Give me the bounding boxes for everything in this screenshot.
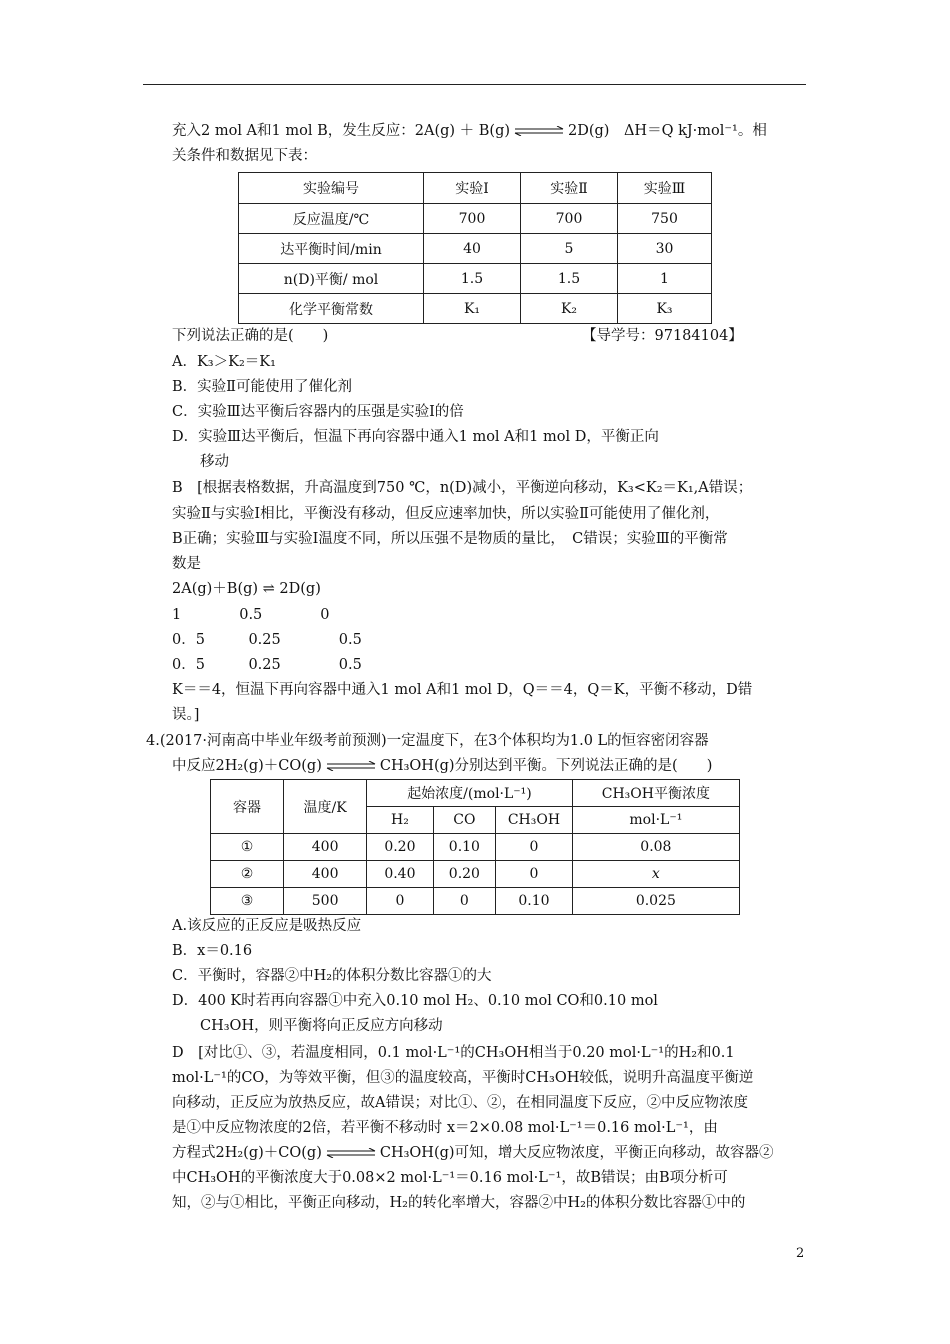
q3-answer-line: 数是 [172,556,201,572]
table-cell: 700 [424,204,521,234]
table-cell: 0 [433,888,496,915]
table-cell: 化学平衡常数 [239,294,424,324]
q3-header-cell: 实验Ⅰ [424,173,521,204]
table-cell: 750 [618,204,712,234]
q4-answer-line: 知，②与①相比，平衡正向移动，H₂的转化率增大，容器②中H₂的体积分数比容器①中的 [172,1195,746,1211]
q4-header-equil: CH₃OH平衡浓度 [572,780,739,807]
q3-option-b: B．实验Ⅱ可能使用了催化剂 [172,379,353,395]
q3-answer-line: 2A(g)＋B(g) ⇌ 2D(g) [172,581,321,597]
q3-stem-suffix: 2D(g) ΔH＝Q kJ·mol⁻¹。相 [568,123,767,139]
q4-answer-line: 向移动，正反应为放热反应，故A错误；对比①、②，在相同温度下反应，②中反应物浓度 [172,1095,748,1111]
q3-header-cell: 实验编号 [239,173,424,204]
table-cell: 5 [521,234,618,264]
table-row [211,861,740,888]
q4-stem-line2 [172,756,712,776]
q3-answer-line: 实验Ⅱ与实验Ⅰ相比，平衡没有移动，但反应速率加快，所以实验Ⅱ可能使用了催化剂， [172,506,720,522]
table-cell: 1 [618,264,712,294]
table-cell: 0 [496,861,573,888]
q3-guide-number: 【导学号：97184104】 [582,328,743,344]
q4-answer-line: 中CH₃OH的平衡浓度大于0.08×2 mol·L⁻¹＝0.16 mol·L⁻¹，故B错误；由B项分析可 [172,1170,728,1186]
table-cell: 0 [367,888,433,915]
table-cell: 1.5 [521,264,618,294]
table-cell: 400 [284,861,367,888]
q3-answer-line: 0．5 0.25 0.5 [172,632,362,648]
table-cell: 40 [424,234,521,264]
q4-answer-line: D [对比①、③，若温度相同，0.1 mol·L⁻¹的CH₃OH相当于0.20 mol·L⁻¹的H₂和0.1 [172,1045,735,1061]
q4-option-d-cont: CH₃OH，则平衡将向正反应方向移动 [200,1018,443,1034]
table-row [211,888,740,915]
q3-answer-line: B [根据表格数据，升高温度到750 ℃，n(D)减小，平衡逆向移动，K₃<K₂＝K₁,A错误； [172,480,753,496]
q4-answer-line: mol·L⁻¹的CO，为等效平衡，但③的温度较高，平衡时CH₃OH较低，说明升高温度平衡逆 [172,1070,754,1086]
table-cell: 700 [521,204,618,234]
equilibrium-arrow-icon [513,126,565,136]
table-cell: 0.10 [496,888,573,915]
table-cell: 0.40 [367,861,433,888]
table-cell: 0.08 [572,834,739,861]
table-cell: 0.20 [433,861,496,888]
table-cell: K₃ [618,294,712,324]
table-cell: x [572,861,739,888]
q4-option-a: A.该反应的正反应是吸热反应 [172,918,362,934]
table-cell: 1.5 [424,264,521,294]
header-rule [143,84,806,85]
table-cell: 0 [496,834,573,861]
table-cell: 反应温度/℃ [239,204,424,234]
table-cell: ③ [211,888,284,915]
table-cell: n(D)平衡/ mol [239,264,424,294]
equilibrium-arrow-icon [325,761,377,771]
q3-header-cell: 实验Ⅲ [618,173,712,204]
table-row [239,264,712,294]
table-cell: 0.10 [433,834,496,861]
q4-data-table [210,779,740,915]
q3-option-d: D．实验Ⅲ达平衡后，恒温下再向容器中通入1 mol A和1 mol D，平衡正向 [172,429,659,445]
table-cell: ② [211,861,284,888]
table-cell: K₁ [424,294,521,324]
q3-question: 下列说法正确的是( ) [172,328,329,344]
q4-subheader: CO [433,807,496,834]
q4-stem-suffix: CH₃OH(g)分别达到平衡。下列说法正确的是( ) [379,758,713,774]
q3-answer-line: B正确；实验Ⅲ与实验Ⅰ温度不同，所以压强不是物质的量比， C错误；实验Ⅲ的平衡常 [172,531,728,547]
q4-subheader: H₂ [367,807,433,834]
q4-answer-equation-prefix: 方程式2H₂(g)＋CO(g) [172,1145,322,1161]
table-cell: 400 [284,834,367,861]
q3-stem-line2: 关条件和数据见下表： [172,148,317,164]
q4-header-container: 容器 [211,780,284,834]
table-cell: 30 [618,234,712,264]
q4-subheader: CH₃OH [496,807,573,834]
q3-answer-line: 0．5 0.25 0.5 [172,657,362,673]
table-cell: 0.20 [367,834,433,861]
q4-header-temp: 温度/K [284,780,367,834]
q3-header-cell: 实验Ⅱ [521,173,618,204]
q4-option-c: C．平衡时，容器②中H₂的体积分数比容器①的大 [172,968,492,984]
table-cell: ① [211,834,284,861]
q4-header-initial: 起始浓度/(mol·L⁻¹) [367,780,573,807]
table-cell: 0.025 [572,888,739,915]
table-row [239,234,712,264]
q4-answer-equation-suffix: CH₃OH(g)可知，增大反应物浓度，平衡正向移动，故容器② [379,1145,774,1161]
q4-stem-line1: 4.(2017·河南高中毕业年级考前预测)一定温度下，在3个体积均为1.0 L的恒容密闭容器 [146,733,709,749]
q3-answer-line: K＝＝4，恒温下再向容器中通入1 mol A和1 mol D，Q＝＝4，Q＝K，平衡不移动，D错 [172,682,753,698]
q4-stem-prefix: 中反应2H₂(g)＋CO(g) [172,758,322,774]
equilibrium-arrow-icon [325,1148,377,1158]
table-row [239,204,712,234]
q3-data-table [238,172,712,324]
q3-answer-line: 误。] [172,707,200,723]
table-row [239,294,712,324]
table-cell: K₂ [521,294,618,324]
q4-option-b: B．x＝0.16 [172,943,253,959]
table-cell: 达平衡时间/min [239,234,424,264]
q4-option-d: D．400 K时若再向容器①中充入0.10 mol H₂、0.10 mol CO和0.10 mol [172,993,658,1009]
q3-option-d-cont: 移动 [200,454,229,470]
q3-stem-prefix: 充入2 mol A和1 mol B，发生反应：2A(g) ＋ B(g) [172,123,511,139]
q4-answer-line: 是①中反应物浓度的2倍，若平衡不移动时 x＝2×0.08 mol·L⁻¹＝0.16 mol·L⁻¹，由 [172,1120,718,1136]
q3-answer-line: 1 0.5 0 [172,607,330,623]
q4-subheader: mol·L⁻¹ [572,807,739,834]
q3-option-a: A．K₃＞K₂＝K₁ [172,354,276,370]
q4-answer-line [172,1143,774,1163]
table-cell: 500 [284,888,367,915]
q3-stem-line1 [172,121,767,141]
page-number: 2 [796,1246,805,1261]
q3-option-c: C．实验Ⅲ达平衡后容器内的压强是实验Ⅰ的倍 [172,404,464,420]
table-row [211,834,740,861]
